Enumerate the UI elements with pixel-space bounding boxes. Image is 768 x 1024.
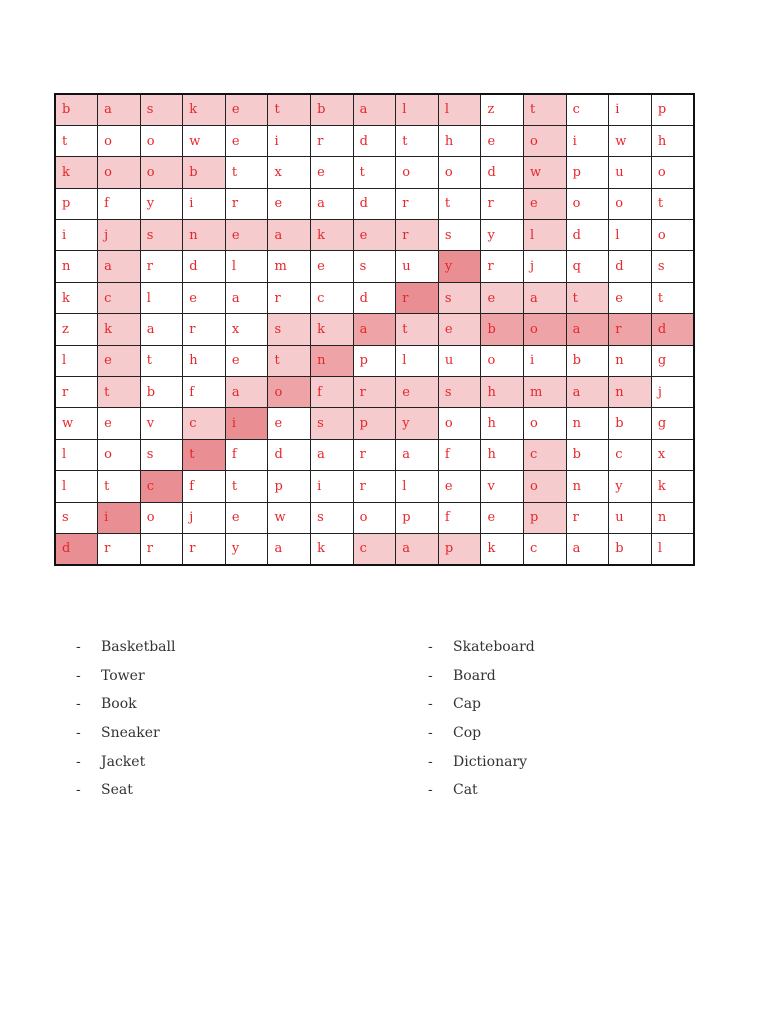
grid-cell[interactable]: l: [396, 94, 439, 125]
word-label: Book: [101, 696, 137, 713]
grid-cell[interactable]: w: [609, 125, 652, 156]
grid-row: [55, 125, 694, 156]
grid-cell[interactable]: p: [55, 188, 98, 219]
grid-cell[interactable]: i: [55, 220, 98, 251]
grid-cell[interactable]: a: [566, 314, 609, 345]
grid-cell[interactable]: h: [481, 439, 524, 470]
grid-cell[interactable]: p: [651, 94, 694, 125]
grid-cell[interactable]: l: [438, 94, 481, 125]
grid-cell[interactable]: k: [311, 533, 354, 564]
word-list-item: [76, 779, 175, 808]
word-list-item: [76, 751, 175, 780]
grid-cell[interactable]: v: [140, 408, 183, 439]
grid-cell[interactable]: r: [396, 188, 439, 219]
word-list-item: [428, 779, 535, 808]
list-bullet: -: [428, 782, 433, 799]
grid-cell[interactable]: f: [438, 439, 481, 470]
grid-cell[interactable]: s: [311, 408, 354, 439]
grid-cell[interactable]: e: [183, 282, 226, 313]
word-list-item: [428, 693, 535, 722]
grid-cell[interactable]: k: [481, 533, 524, 564]
grid-row: [55, 251, 694, 282]
grid-cell[interactable]: t: [55, 125, 98, 156]
grid-cell[interactable]: o: [98, 157, 141, 188]
grid-cell[interactable]: e: [98, 408, 141, 439]
grid-cell[interactable]: k: [311, 314, 354, 345]
word-list-item: [428, 665, 535, 694]
grid-cell[interactable]: e: [524, 188, 567, 219]
grid-cell[interactable]: e: [609, 282, 652, 313]
grid-cell[interactable]: d: [609, 251, 652, 282]
grid-row: [55, 502, 694, 533]
grid-cell[interactable]: a: [311, 439, 354, 470]
grid-cell[interactable]: j: [524, 251, 567, 282]
word-search-grid-body: [55, 94, 694, 565]
grid-cell[interactable]: w: [524, 157, 567, 188]
grid-cell[interactable]: j: [183, 502, 226, 533]
word-label: Basketball: [101, 639, 176, 655]
grid-cell[interactable]: a: [396, 439, 439, 470]
grid-cell[interactable]: t: [225, 157, 268, 188]
grid-cell[interactable]: n: [566, 471, 609, 502]
grid-cell[interactable]: n: [311, 345, 354, 376]
word-label: Board: [453, 667, 496, 684]
grid-cell[interactable]: p: [268, 471, 311, 502]
grid-cell[interactable]: d: [566, 220, 609, 251]
grid-row: [55, 345, 694, 376]
grid-cell[interactable]: a: [98, 251, 141, 282]
grid-cell[interactable]: r: [183, 314, 226, 345]
grid-cell[interactable]: k: [55, 282, 98, 313]
grid-cell[interactable]: e: [268, 408, 311, 439]
grid-cell[interactable]: k: [55, 157, 98, 188]
list-bullet: -: [76, 696, 81, 713]
grid-cell[interactable]: a: [140, 314, 183, 345]
word-label: Tower: [101, 667, 145, 684]
grid-cell[interactable]: r: [481, 188, 524, 219]
grid-row: [55, 94, 694, 125]
grid-cell[interactable]: e: [268, 188, 311, 219]
grid-cell[interactable]: r: [353, 377, 396, 408]
grid-cell[interactable]: t: [268, 94, 311, 125]
grid-cell[interactable]: e: [225, 345, 268, 376]
grid-cell[interactable]: y: [225, 533, 268, 564]
list-bullet: -: [428, 725, 433, 742]
grid-cell[interactable]: r: [609, 314, 652, 345]
word-list-right: [428, 636, 535, 808]
grid-cell[interactable]: t: [98, 377, 141, 408]
grid-cell[interactable]: c: [524, 439, 567, 470]
grid-cell[interactable]: p: [438, 533, 481, 564]
grid-cell[interactable]: s: [438, 220, 481, 251]
word-label: Sneaker: [101, 725, 160, 742]
grid-cell[interactable]: e: [98, 345, 141, 376]
grid-cell[interactable]: d: [651, 314, 694, 345]
grid-cell[interactable]: c: [98, 282, 141, 313]
list-bullet: -: [428, 696, 433, 713]
grid-cell[interactable]: r: [183, 533, 226, 564]
grid-cell[interactable]: a: [566, 377, 609, 408]
grid-cell[interactable]: w: [183, 125, 226, 156]
grid-cell[interactable]: f: [225, 439, 268, 470]
grid-cell[interactable]: n: [183, 220, 226, 251]
grid-cell[interactable]: f: [183, 471, 226, 502]
grid-cell[interactable]: a: [311, 188, 354, 219]
grid-cell[interactable]: f: [311, 377, 354, 408]
grid-cell[interactable]: j: [651, 377, 694, 408]
grid-cell[interactable]: r: [140, 533, 183, 564]
grid-row: [55, 188, 694, 219]
grid-cell[interactable]: w: [55, 408, 98, 439]
grid-cell[interactable]: d: [183, 251, 226, 282]
grid-cell[interactable]: u: [609, 157, 652, 188]
grid-cell[interactable]: t: [98, 471, 141, 502]
word-list-item: [428, 751, 535, 780]
grid-cell[interactable]: o: [268, 377, 311, 408]
grid-cell[interactable]: e: [438, 314, 481, 345]
grid-cell[interactable]: a: [566, 533, 609, 564]
grid-cell[interactable]: y: [438, 251, 481, 282]
grid-cell[interactable]: m: [524, 377, 567, 408]
list-bullet: -: [76, 667, 81, 684]
grid-cell[interactable]: c: [566, 94, 609, 125]
grid-cell[interactable]: n: [566, 408, 609, 439]
grid-cell[interactable]: y: [481, 220, 524, 251]
word-label: Skateboard: [453, 639, 535, 655]
grid-cell[interactable]: e: [311, 251, 354, 282]
grid-cell[interactable]: i: [98, 502, 141, 533]
grid-cell[interactable]: t: [651, 282, 694, 313]
grid-cell[interactable]: o: [481, 345, 524, 376]
grid-row: [55, 471, 694, 502]
grid-cell[interactable]: u: [396, 251, 439, 282]
grid-row: [55, 377, 694, 408]
word-list-item: [76, 722, 175, 751]
grid-cell[interactable]: k: [651, 471, 694, 502]
grid-cell[interactable]: e: [481, 282, 524, 313]
grid-cell[interactable]: o: [353, 502, 396, 533]
grid-cell[interactable]: f: [183, 377, 226, 408]
grid-cell[interactable]: a: [524, 282, 567, 313]
grid-cell[interactable]: o: [609, 188, 652, 219]
grid-cell[interactable]: h: [481, 377, 524, 408]
grid-cell[interactable]: b: [140, 377, 183, 408]
word-label: Cap: [453, 696, 482, 713]
grid-cell[interactable]: i: [183, 188, 226, 219]
grid-cell[interactable]: c: [524, 533, 567, 564]
grid-cell[interactable]: t: [183, 439, 226, 470]
grid-cell[interactable]: p: [353, 408, 396, 439]
grid-cell[interactable]: l: [609, 220, 652, 251]
grid-cell[interactable]: r: [55, 377, 98, 408]
grid-cell[interactable]: k: [98, 314, 141, 345]
grid-cell[interactable]: w: [268, 502, 311, 533]
grid-row: [55, 314, 694, 345]
grid-cell[interactable]: l: [140, 282, 183, 313]
list-bullet: -: [76, 639, 81, 655]
grid-cell[interactable]: r: [225, 188, 268, 219]
grid-cell[interactable]: i: [225, 408, 268, 439]
grid-cell[interactable]: t: [353, 157, 396, 188]
grid-cell[interactable]: o: [140, 502, 183, 533]
grid-cell[interactable]: r: [268, 282, 311, 313]
grid-cell[interactable]: r: [396, 220, 439, 251]
grid-cell[interactable]: t: [140, 345, 183, 376]
grid-cell[interactable]: s: [311, 502, 354, 533]
grid-cell[interactable]: b: [55, 94, 98, 125]
grid-cell[interactable]: t: [438, 188, 481, 219]
grid-cell[interactable]: y: [609, 471, 652, 502]
list-bullet: -: [76, 753, 81, 770]
grid-cell[interactable]: u: [609, 502, 652, 533]
grid-cell[interactable]: e: [481, 125, 524, 156]
word-list-item: [428, 722, 535, 751]
grid-cell[interactable]: l: [396, 345, 439, 376]
grid-cell[interactable]: d: [481, 157, 524, 188]
list-bullet: -: [428, 753, 433, 770]
grid-cell[interactable]: u: [438, 345, 481, 376]
grid-cell[interactable]: p: [396, 502, 439, 533]
grid-cell[interactable]: d: [353, 125, 396, 156]
word-list-item: [76, 693, 175, 722]
grid-cell[interactable]: i: [268, 125, 311, 156]
grid-cell[interactable]: d: [353, 188, 396, 219]
grid-cell[interactable]: r: [481, 251, 524, 282]
grid-cell[interactable]: s: [353, 251, 396, 282]
grid-cell[interactable]: e: [396, 377, 439, 408]
grid-cell[interactable]: a: [98, 94, 141, 125]
grid-cell[interactable]: i: [566, 125, 609, 156]
grid-cell[interactable]: x: [225, 314, 268, 345]
list-bullet: -: [428, 639, 433, 655]
grid-cell[interactable]: s: [55, 502, 98, 533]
grid-cell[interactable]: a: [396, 533, 439, 564]
word-list-left: [76, 636, 175, 808]
grid-row: [55, 533, 694, 564]
grid-cell[interactable]: b: [566, 439, 609, 470]
grid-cell[interactable]: i: [524, 345, 567, 376]
grid-cell[interactable]: v: [481, 471, 524, 502]
grid-cell[interactable]: h: [438, 125, 481, 156]
grid-cell[interactable]: s: [651, 251, 694, 282]
grid-cell[interactable]: t: [651, 188, 694, 219]
word-label: Seat: [101, 782, 133, 799]
grid-cell[interactable]: l: [524, 220, 567, 251]
grid-cell[interactable]: o: [651, 157, 694, 188]
word-list-item: [76, 636, 175, 665]
word-list-item: [428, 636, 535, 665]
grid-cell[interactable]: d: [268, 439, 311, 470]
grid-cell[interactable]: e: [225, 502, 268, 533]
grid-cell[interactable]: a: [268, 533, 311, 564]
grid-cell[interactable]: o: [438, 408, 481, 439]
grid-cell[interactable]: j: [98, 220, 141, 251]
grid-cell[interactable]: t: [396, 314, 439, 345]
grid-cell[interactable]: l: [651, 533, 694, 564]
grid-cell[interactable]: a: [353, 314, 396, 345]
grid-cell[interactable]: t: [268, 345, 311, 376]
grid-cell[interactable]: g: [651, 345, 694, 376]
grid-cell[interactable]: b: [609, 408, 652, 439]
grid-cell[interactable]: n: [651, 502, 694, 533]
grid-cell[interactable]: p: [524, 502, 567, 533]
grid-cell[interactable]: e: [225, 220, 268, 251]
grid-cell[interactable]: b: [481, 314, 524, 345]
grid-row: [55, 408, 694, 439]
grid-cell[interactable]: s: [140, 439, 183, 470]
grid-row: [55, 220, 694, 251]
grid-cell[interactable]: b: [566, 345, 609, 376]
grid-cell[interactable]: x: [651, 439, 694, 470]
word-search-grid: [54, 93, 695, 566]
grid-cell[interactable]: c: [140, 471, 183, 502]
grid-cell[interactable]: b: [609, 533, 652, 564]
grid-cell[interactable]: e: [311, 157, 354, 188]
grid-cell[interactable]: a: [268, 220, 311, 251]
grid-cell[interactable]: n: [609, 345, 652, 376]
grid-cell[interactable]: a: [353, 94, 396, 125]
grid-cell[interactable]: l: [55, 345, 98, 376]
grid-row: [55, 157, 694, 188]
grid-cell[interactable]: t: [566, 282, 609, 313]
grid-cell[interactable]: o: [438, 157, 481, 188]
grid-cell[interactable]: f: [98, 188, 141, 219]
grid-cell[interactable]: i: [609, 94, 652, 125]
grid-cell[interactable]: g: [651, 408, 694, 439]
grid-cell[interactable]: o: [566, 188, 609, 219]
word-label: Jacket: [101, 753, 146, 770]
grid-cell[interactable]: o: [140, 157, 183, 188]
grid-cell[interactable]: o: [524, 408, 567, 439]
grid-cell[interactable]: h: [481, 408, 524, 439]
word-label: Dictionary: [453, 753, 528, 770]
grid-cell[interactable]: o: [524, 125, 567, 156]
grid-row: [55, 282, 694, 313]
grid-cell[interactable]: c: [609, 439, 652, 470]
grid-cell[interactable]: i: [311, 471, 354, 502]
grid-cell[interactable]: d: [55, 533, 98, 564]
word-list-item: [76, 665, 175, 694]
grid-cell[interactable]: a: [225, 377, 268, 408]
grid-cell[interactable]: p: [353, 345, 396, 376]
grid-cell[interactable]: e: [353, 220, 396, 251]
grid-cell[interactable]: r: [140, 251, 183, 282]
grid-cell[interactable]: n: [55, 251, 98, 282]
grid-cell[interactable]: r: [98, 533, 141, 564]
word-label: Cop: [453, 725, 482, 742]
grid-cell[interactable]: o: [524, 471, 567, 502]
grid-cell[interactable]: o: [651, 220, 694, 251]
grid-cell[interactable]: o: [524, 314, 567, 345]
grid-cell[interactable]: d: [353, 282, 396, 313]
grid-cell[interactable]: c: [183, 408, 226, 439]
grid-cell[interactable]: m: [268, 251, 311, 282]
grid-cell[interactable]: e: [481, 502, 524, 533]
grid-cell[interactable]: x: [268, 157, 311, 188]
grid-cell[interactable]: r: [311, 125, 354, 156]
grid-cell[interactable]: z: [55, 314, 98, 345]
grid-cell[interactable]: h: [651, 125, 694, 156]
grid-cell[interactable]: y: [140, 188, 183, 219]
grid-cell[interactable]: l: [396, 471, 439, 502]
grid-cell[interactable]: f: [438, 502, 481, 533]
grid-cell[interactable]: e: [438, 471, 481, 502]
grid-cell[interactable]: s: [140, 220, 183, 251]
grid-cell[interactable]: c: [353, 533, 396, 564]
grid-cell[interactable]: r: [353, 471, 396, 502]
grid-cell[interactable]: s: [438, 377, 481, 408]
grid-cell[interactable]: e: [225, 125, 268, 156]
grid-cell[interactable]: t: [225, 471, 268, 502]
grid-cell[interactable]: h: [183, 345, 226, 376]
grid-cell[interactable]: y: [396, 408, 439, 439]
grid-cell[interactable]: q: [566, 251, 609, 282]
grid-cell[interactable]: c: [311, 282, 354, 313]
word-label: Cat: [453, 782, 478, 799]
grid-cell[interactable]: b: [311, 94, 354, 125]
grid-cell[interactable]: t: [524, 94, 567, 125]
grid-cell[interactable]: p: [566, 157, 609, 188]
grid-cell[interactable]: r: [353, 439, 396, 470]
grid-row: [55, 439, 694, 470]
grid-cell[interactable]: s: [140, 94, 183, 125]
grid-cell[interactable]: e: [225, 94, 268, 125]
grid-cell[interactable]: o: [98, 439, 141, 470]
grid-cell[interactable]: n: [609, 377, 652, 408]
grid-cell[interactable]: r: [566, 502, 609, 533]
grid-cell[interactable]: o: [98, 125, 141, 156]
grid-cell[interactable]: t: [396, 125, 439, 156]
list-bullet: -: [76, 782, 81, 799]
grid-cell[interactable]: l: [225, 251, 268, 282]
grid-cell[interactable]: k: [311, 220, 354, 251]
list-bullet: -: [76, 725, 81, 742]
list-bullet: -: [428, 667, 433, 684]
grid-cell[interactable]: b: [183, 157, 226, 188]
grid-cell[interactable]: z: [481, 94, 524, 125]
grid-cell[interactable]: s: [268, 314, 311, 345]
grid-cell[interactable]: r: [396, 282, 439, 313]
grid-cell[interactable]: a: [225, 282, 268, 313]
grid-cell[interactable]: o: [396, 157, 439, 188]
grid-cell[interactable]: o: [140, 125, 183, 156]
grid-cell[interactable]: l: [55, 471, 98, 502]
grid-cell[interactable]: k: [183, 94, 226, 125]
grid-cell[interactable]: s: [438, 282, 481, 313]
grid-cell[interactable]: l: [55, 439, 98, 470]
